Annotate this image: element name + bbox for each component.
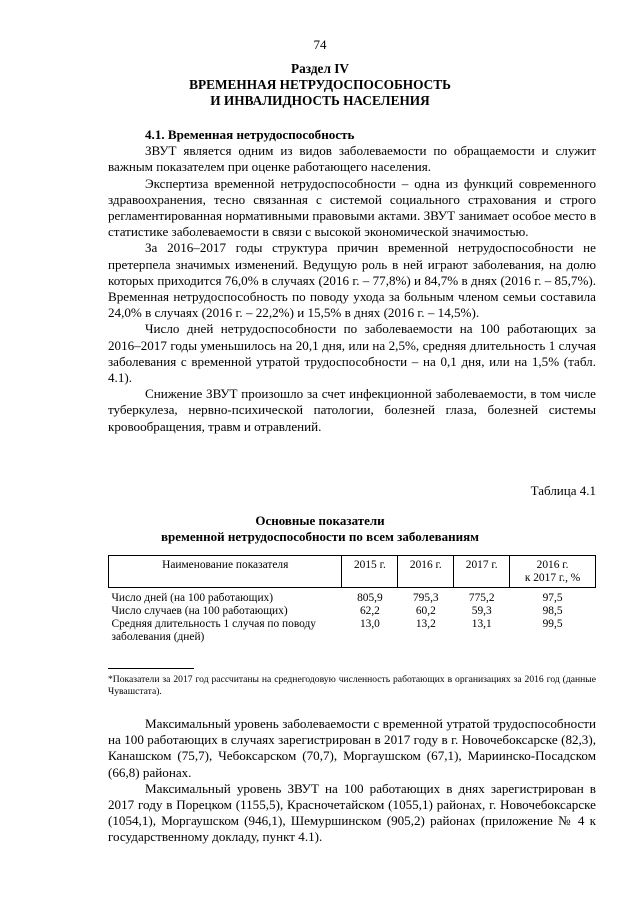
row-2017: 59,3 xyxy=(471,605,492,617)
footnote xyxy=(108,674,596,698)
header-ratio-line2: к 2017 г., % xyxy=(524,572,581,584)
table-row xyxy=(109,588,596,606)
section-heading xyxy=(0,61,640,109)
header-ratio xyxy=(510,556,596,588)
subsection-title: 4.1. Временная нетрудоспособность xyxy=(145,127,355,142)
header-2015: 2015 г. xyxy=(342,556,398,588)
table-title-line2: временной нетрудоспособности по всем заболеваниям xyxy=(161,529,479,544)
section-title-line1: ВРЕМЕННАЯ НЕТРУДОСПОСОБНОСТЬ xyxy=(189,77,451,92)
table-label: Таблица 4.1 xyxy=(530,483,596,498)
row-2017: 13,1 xyxy=(471,618,492,630)
row-2015: 13,0 xyxy=(359,618,380,630)
row-2015: 62,2 xyxy=(359,605,380,617)
row-name: Средняя длительность 1 случая по поводу заболевания (дней) xyxy=(111,618,316,643)
row-2017: 775,2 xyxy=(468,592,495,604)
page-number: 74 xyxy=(313,37,327,52)
indicators-table xyxy=(108,555,596,644)
footnote-divider xyxy=(108,668,194,669)
header-2017: 2017 г. xyxy=(454,556,510,588)
table-title xyxy=(0,513,640,545)
row-ratio: 98,5 xyxy=(542,605,563,617)
section-label: Раздел IV xyxy=(290,61,350,76)
header-ratio-line1: 2016 г. xyxy=(536,559,569,571)
row-2016: 60,2 xyxy=(415,605,436,617)
row-2016: 13,2 xyxy=(415,618,436,630)
row-2016: 795,3 xyxy=(412,592,439,604)
header-2016: 2016 г. xyxy=(398,556,454,588)
row-name: Число случаев (на 100 работающих) xyxy=(111,605,288,617)
row-2015: 805,9 xyxy=(357,592,383,604)
table-row xyxy=(109,618,596,644)
table-row xyxy=(109,605,596,618)
paragraph-2: Экспертиза временной нетрудоспособности – одна из функций современного здравоохранения, тесно связанная с системой социального страхования и строго регламентированная нормативными правовыми актами. ЗВУТ занимает особое место в статистике заболеваемости в связи с высокой экономической значимостью. xyxy=(108,175,596,240)
header-indicator-name: Наименование показателя xyxy=(109,556,342,588)
table-header-row xyxy=(109,556,596,588)
row-ratio: 97,5 xyxy=(542,592,563,604)
paragraph-5: Снижение ЗВУТ произошло за счет инфекционной заболеваемости, в том числе туберкулеза, нервно-психической патологии, болезней глаза, болезней системы кровообращения, травм и отравлений. xyxy=(108,386,596,434)
closing-paragraph-2: Максимальный уровень ЗВУТ на 100 работающих в днях зарегистрирован в 2017 году в Порецком (1155,5), Красночетайском (1055,1) районах, г. Новочебоксарске (1054,1), Моргаушском (946,1), Шемуршинском (905,2) районах (приложение № 4 к государственному докладу, пункт 4.1). xyxy=(108,780,596,845)
closing-paragraph-1: Максимальный уровень заболеваемости с временной утратой трудоспособности на 100 работающих в случаях зарегистрирован в 2017 году в г. Новочебоксарске (82,3), Канашском (75,7), Чебоксарском (70,7), Моргаушском (67,1), Мариинско-Посадском (66,8) районах. xyxy=(108,716,596,780)
paragraph-1: ЗВУТ является одним из видов заболеваемости по обращаемости и служит важным показателем при оценке работающего населения. xyxy=(108,143,596,175)
paragraph-3: За 2016–2017 годы структура причин временной нетрудоспособности не претерпела значимых изменений. Ведущую роль в ней играют заболевания, на долю которых приходится 76,0% в случаях (2016 г. – 77,8%) и 84,7% в днях (2016 г. – 85,7%). Временная нетрудоспособность по поводу ухода за больным членом семьи составила 24,0% в случаях (2016 г. – 22,2%) и 15,5% в днях (2016 г. – 14,5%). xyxy=(108,240,596,321)
paragraph-4: Число дней нетрудоспособности по заболеваемости на 100 работающих за 2016–2017 годы уменьшилось на 20,1 дня, или на 2,5%, средняя длительность 1 случая заболевания с временной утратой трудоспособности – на 0,1 дня, или на 1,5% (табл. 4.1). xyxy=(108,321,596,386)
table-title-line1: Основные показатели xyxy=(255,513,385,528)
row-name: Число дней (на 100 работающих) xyxy=(111,592,274,604)
row-ratio: 99,5 xyxy=(542,618,563,630)
closing-body-text xyxy=(108,716,596,846)
main-body-text xyxy=(108,127,596,435)
section-title-line2: И ИНВАЛИДНОСТЬ НАСЕЛЕНИЯ xyxy=(210,93,430,108)
footnote-text: *Показатели за 2017 год рассчитаны на среднегодовую численность работающих в организациях за 2016 год (данные Чувашстата). xyxy=(108,674,596,697)
